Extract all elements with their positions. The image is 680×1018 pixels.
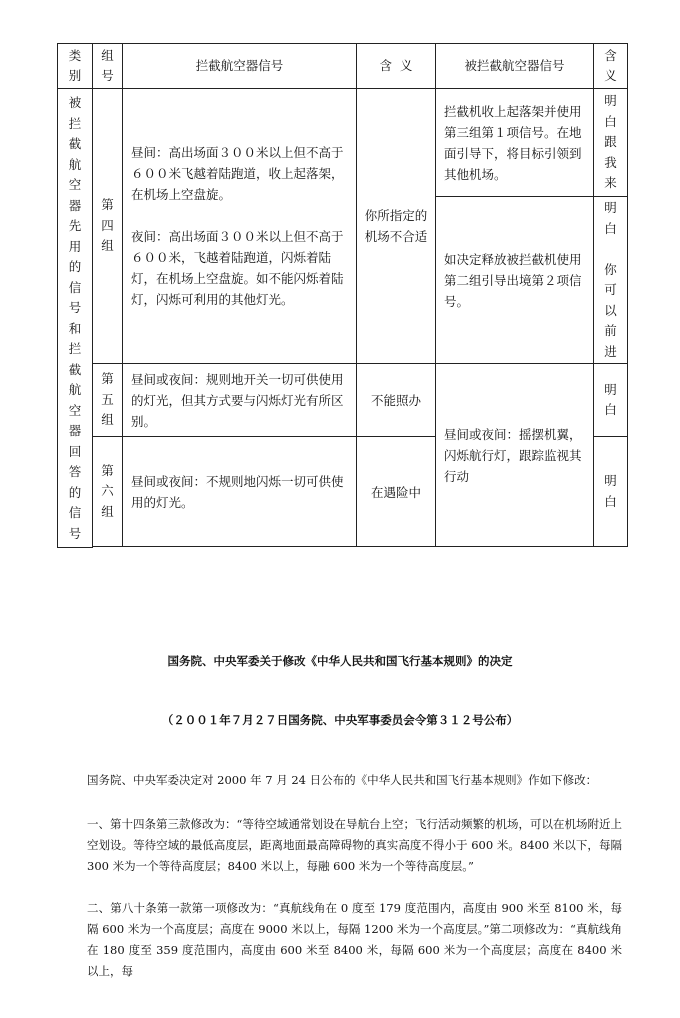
group-4-response-1-meaning: 明 白 跟 我 来 [594,89,628,197]
header-response-meaning: 含 义 [594,44,628,89]
group-6-label: 第 六 组 [93,437,123,547]
decision-subtitle: （２００１年７月２７日国务院、中央军事委员会令第３１２号公布） [161,713,519,727]
group-4-label: 第 四 组 [93,89,123,364]
header-meaning: 含 义 [357,44,436,89]
header-group: 组 号 [93,44,123,89]
paragraph-amendment-1 [64,814,622,877]
group-4-signal: 昼间：高出场面３００米以上但不高于６００米飞越着陆跑道，收上起落架，在机场上空盘旋。 夜间：高出场面３００米以上但不高于６００米，飞越着陆跑道，闪烁着陆灯，在机场上空盘旋。如不能闪烁着陆灯，闪烁可利用的其他灯光。 [123,89,357,364]
paragraph-intro [64,770,622,791]
paragraph-amendment-2 [64,898,622,982]
signal-table [57,43,628,548]
group-6-signal: 昼间或夜间：不规则地闪烁一切可供使用的灯光。 [123,437,357,547]
paragraph-amendment-1-text: 一、第十四条第三款修改为：“等待空域通常划设在导航台上空；飞行活动频繁的机场，可以在机场附近上空划设。等待空域的最低高度层，距离地面最高障碍物的真实高度不得小于 600 米。8400 米以下，每隔 300 米为一个等待高度层；8400 米以上，每融 600 米为一个等待高度层。” [87,817,622,873]
group-4-response-2: 如决定释放被拦截机使用第二组引导出境第２项信号。 [436,197,594,364]
group-6-response-meaning: 明 白 [594,437,628,547]
group-6-meaning: 在遇险中 [357,437,436,547]
header-response: 被拦截航空器信号 [436,44,594,89]
group-5-signal: 昼间或夜间：规则地开关一切可供使用的灯光，但其方式要与闪烁灯光有所区别。 [123,364,357,437]
group-5-response-meaning: 明 白 [594,364,628,437]
group-5-6-response: 昼间或夜间：摇摆机翼，闪烁航行灯，跟踪监视其行动 [436,364,594,547]
group-4-response-2-meaning: 明 白 你 可 以 前 进 [594,197,628,364]
paragraph-intro-text: 国务院、中央军委决定对 2000 年 7 月 24 日公布的《中华人民共和国飞行基本规则》作如下修改： [87,773,598,787]
group-5-meaning: 不能照办 [357,364,436,437]
category-label: 被 拦 截 航 空 器 先 用 的 信 号 和 拦 截 航 空 器 回 答 的 信 号 [58,89,93,548]
header-signal: 拦截航空器信号 [123,44,357,89]
group-5-label: 第 五 组 [93,364,123,437]
group-4-meaning: 你所指定的机场不合适 [357,89,436,364]
header-category: 类 别 [58,44,93,89]
decision-title: 国务院、中央军委关于修改《中华人民共和国飞行基本规则》的决定 [167,654,513,668]
paragraph-amendment-2-text: 二、第八十条第一款第一项修改为：“真航线角在 0 度至 179 度范围内，高度由 900 米至 8100 米，每隔 600 米为一个高度层；高度在 9000 米以上，每隔 1200 米为一个高度层。”第二项修改为：“真航线角在 180 度至 359 度范围内，高度由 600 米至 8400 米，每隔 600 米为一个高度层；高度在 8400 米以上，每 [87,901,622,978]
group-4-response-1: 拦截机收上起落架并使用第三组第１项信号。在地面引导下，将目标引领到其他机场。 [436,89,594,197]
